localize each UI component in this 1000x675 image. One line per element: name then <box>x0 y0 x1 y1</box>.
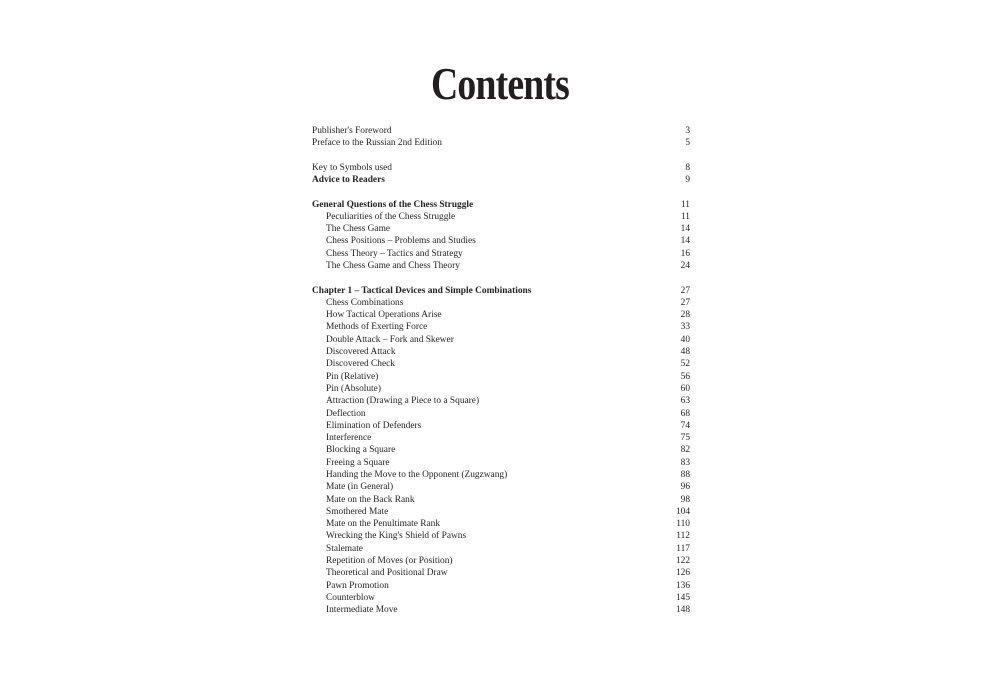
toc-subentry <box>312 432 690 444</box>
toc-page-number: 14 <box>680 236 690 247</box>
toc-subentry <box>312 358 690 370</box>
toc-page-number: 5 <box>685 138 690 149</box>
toc-page-number: 52 <box>680 359 690 370</box>
toc-subentry <box>312 506 690 518</box>
toc-entry-label: Counterblow <box>326 592 375 603</box>
toc-subentry <box>312 592 690 604</box>
toc-subentry <box>312 469 690 481</box>
toc-subentry <box>312 321 690 333</box>
toc-entry-label: Preface to the Russian 2nd Edition <box>312 138 442 149</box>
toc-page-number: 3 <box>685 126 690 136</box>
toc-entry-label: Pawn Promotion <box>326 580 389 591</box>
toc-entry-label: Methods of Exerting Force <box>326 322 428 333</box>
toc-subentry <box>312 211 690 223</box>
toc-entry-label: Chapter 1 – Tactical Devices and Simple Combinations <box>312 285 532 296</box>
toc-page-number: 83 <box>680 457 690 468</box>
toc-page-number: 56 <box>680 371 690 382</box>
toc-entry-label: Intermediate Move <box>326 605 398 616</box>
toc-page-number: 11 <box>680 211 690 222</box>
toc-entry-label: Pin (Absolute) <box>326 383 381 394</box>
toc-subentry <box>312 543 690 555</box>
toc-entry-label: Peculiarities of the Chess Struggle <box>326 211 456 222</box>
toc-entry-label: Stalemate <box>326 543 363 554</box>
toc-entry-label: The Chess Game and Chess Theory <box>326 261 460 272</box>
toc-entry <box>312 125 690 137</box>
toc-entry-label: Discovered Attack <box>326 347 396 358</box>
toc-entry <box>312 285 690 297</box>
toc-entry-label: Freeing a Square <box>326 457 390 468</box>
toc-entry <box>312 174 690 186</box>
toc-entry <box>312 137 690 149</box>
toc-subentry <box>312 395 690 407</box>
toc-entry-label: Blocking a Square <box>326 445 396 456</box>
toc-entry-label: Interference <box>326 433 372 444</box>
toc-entry-label: Handing the Move to the Opponent (Zugzwang) <box>326 469 508 480</box>
toc-entry-label: Publisher's Foreword <box>312 126 392 136</box>
toc-page-number: 28 <box>680 310 690 321</box>
toc-page-number: 74 <box>680 420 690 431</box>
toc-entry-label: Advice to Readers <box>312 175 385 186</box>
toc-subentry <box>312 481 690 493</box>
toc-entry-label: Mate (in General) <box>326 482 394 493</box>
toc-subentry <box>312 346 690 358</box>
toc-entry-label: Theoretical and Positional Draw <box>326 568 448 579</box>
toc-entry-label: Mate on the Back Rank <box>326 494 415 505</box>
toc-entry-label: General Questions of the Chess Struggle <box>312 199 474 210</box>
toc-entry-label: How Tactical Operations Arise <box>326 310 442 321</box>
toc-entry-label: The Chess Game <box>326 224 391 235</box>
group-spacer <box>312 272 690 284</box>
toc-entry-label: Key to Symbols used <box>312 162 392 173</box>
toc-subentry <box>312 420 690 432</box>
toc-page-number: 145 <box>675 592 690 603</box>
page-title: Contents <box>430 58 570 109</box>
toc-page-number: 112 <box>676 531 690 542</box>
toc-page-number: 27 <box>680 297 690 308</box>
toc-page-number: 8 <box>685 162 690 173</box>
toc-subentry <box>312 235 690 247</box>
toc-subentry <box>312 494 690 506</box>
toc-subentry <box>312 334 690 346</box>
toc-page-number: 126 <box>675 568 690 579</box>
toc-page-number: 110 <box>676 519 690 530</box>
toc-page-number: 68 <box>680 408 690 419</box>
toc-subentry <box>312 297 690 309</box>
toc-entry-label: Elimination of Defenders <box>326 420 422 431</box>
toc-entry-label: Repetition of Moves (or Position) <box>326 556 453 567</box>
toc-subentry <box>312 383 690 395</box>
toc-subentry <box>312 555 690 567</box>
toc-page-number: 33 <box>680 322 690 333</box>
toc-entry-label: Attraction (Drawing a Piece to a Square) <box>326 396 480 407</box>
toc-page-number: 104 <box>675 506 690 517</box>
toc-page-number: 82 <box>680 445 690 456</box>
toc-page-number: 27 <box>680 285 690 296</box>
toc-subentry <box>312 580 690 592</box>
toc-page-number: 75 <box>680 433 690 444</box>
toc-page-number: 98 <box>680 494 690 505</box>
group-spacer <box>312 186 690 198</box>
toc-page-number: 122 <box>675 556 690 567</box>
toc-entry-label: Smothered Mate <box>326 506 389 517</box>
toc-page-number: 14 <box>680 224 690 235</box>
toc-subentry <box>312 260 690 272</box>
toc-subentry <box>312 567 690 579</box>
toc-page-number: 9 <box>685 175 690 186</box>
toc-entry-label: Discovered Check <box>326 359 395 370</box>
toc-subentry <box>312 371 690 383</box>
toc-page-number: 40 <box>680 334 690 345</box>
toc-subentry <box>312 604 690 616</box>
toc-subentry <box>312 444 690 456</box>
toc-entry <box>312 199 690 211</box>
toc-entry-label: Deflection <box>326 408 366 419</box>
toc-entry-label: Chess Positions – Problems and Studies <box>326 236 476 247</box>
toc-subentry <box>312 457 690 469</box>
toc-entry-label: Double Attack – Fork and Skewer <box>326 334 454 345</box>
toc-page-number: 11 <box>680 199 690 210</box>
toc-subentry <box>312 530 690 542</box>
toc-page-number: 48 <box>680 347 690 358</box>
toc-subentry <box>312 248 690 260</box>
toc-page-number: 24 <box>680 261 690 272</box>
toc-page-number: 117 <box>676 543 690 554</box>
toc-subentry <box>312 518 690 530</box>
toc-page-number: 88 <box>680 469 690 480</box>
toc-subentry <box>312 309 690 321</box>
table-of-contents <box>312 125 690 617</box>
toc-entry-label: Chess Combinations <box>326 297 404 308</box>
toc-entry-label: Wrecking the King's Shield of Pawns <box>326 531 467 542</box>
toc-page-number: 136 <box>675 580 690 591</box>
toc-entry <box>312 162 690 174</box>
toc-page-number: 60 <box>680 383 690 394</box>
toc-entry-label: Mate on the Penultimate Rank <box>326 519 441 530</box>
toc-entry-label: Pin (Relative) <box>326 371 379 382</box>
toc-page-number: 63 <box>680 396 690 407</box>
toc-page-number: 96 <box>680 482 690 493</box>
toc-subentry <box>312 408 690 420</box>
toc-page-number: 148 <box>675 605 690 616</box>
toc-subentry <box>312 223 690 235</box>
toc-entry-label: Chess Theory – Tactics and Strategy <box>326 248 463 259</box>
group-spacer <box>312 150 690 162</box>
toc-page-number: 16 <box>680 248 690 259</box>
